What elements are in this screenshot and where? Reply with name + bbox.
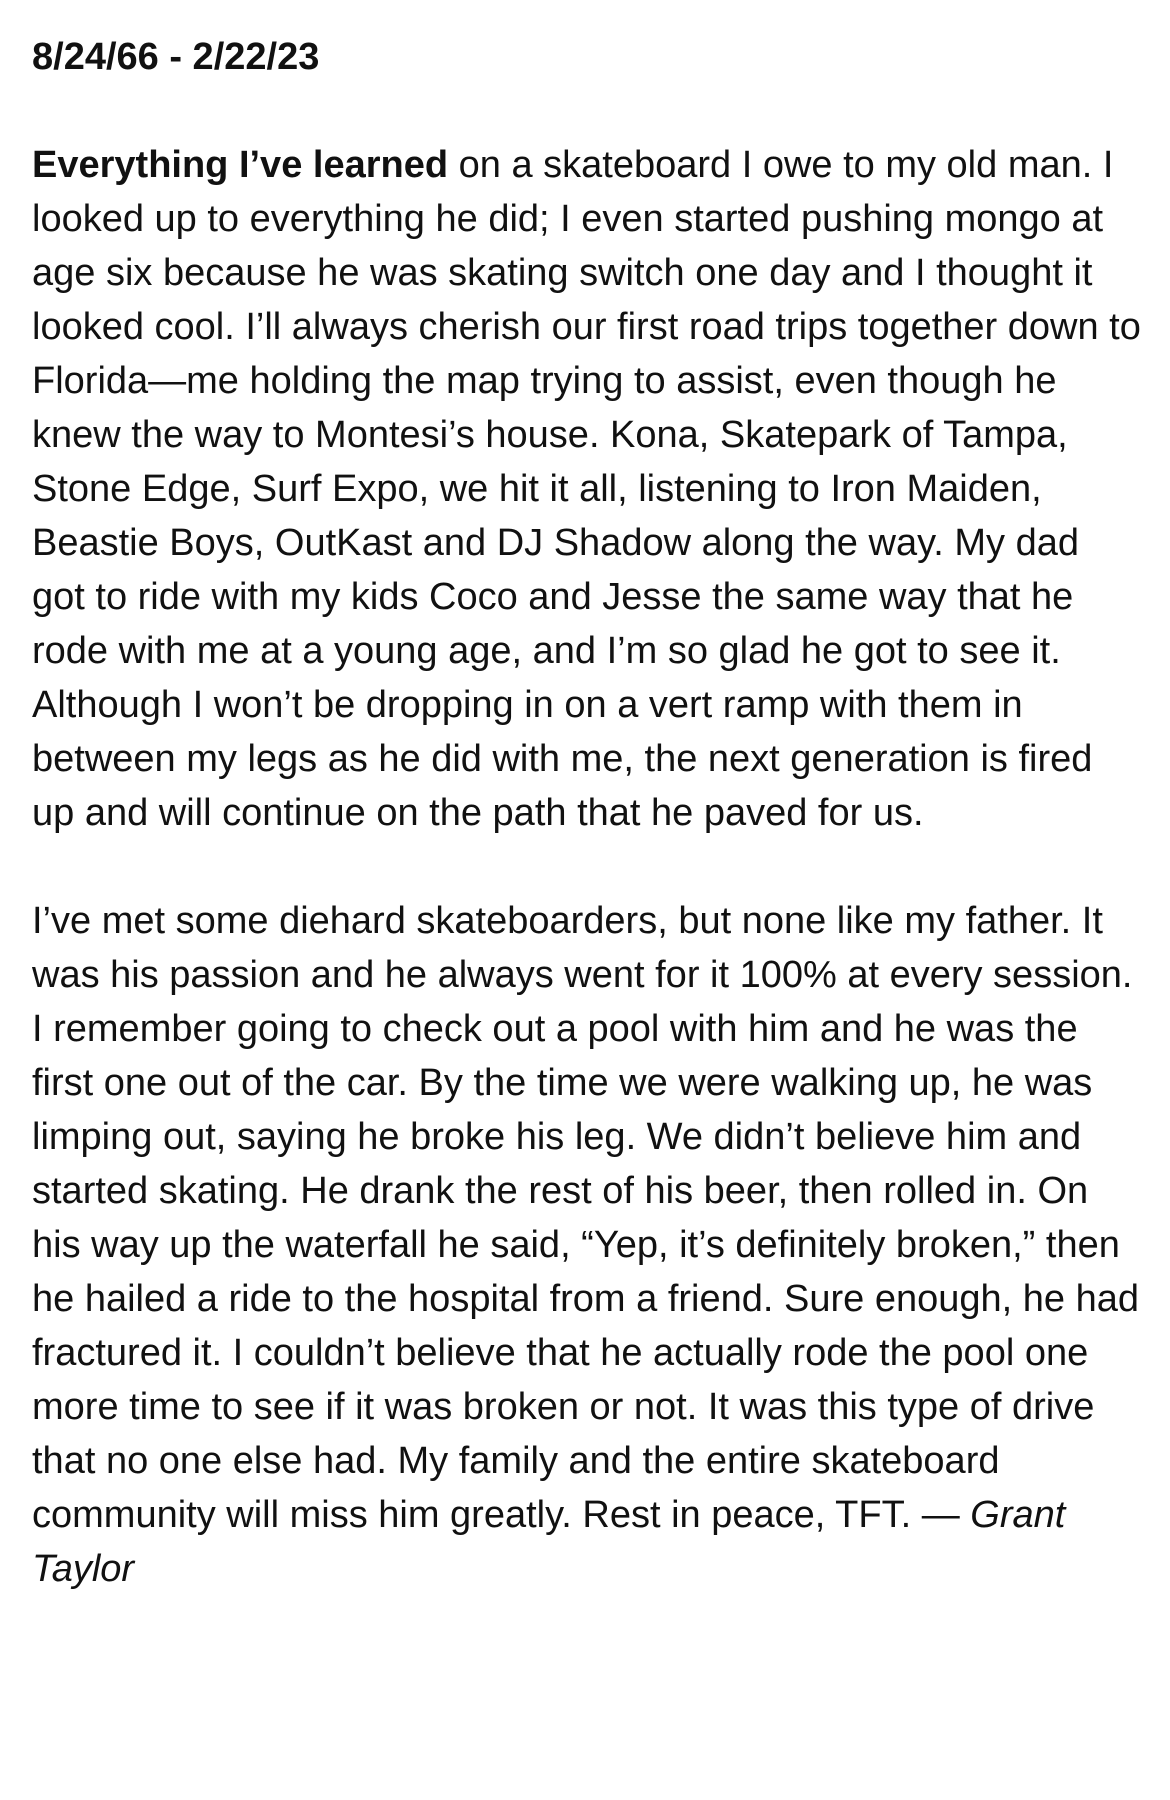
paragraph-2-body: I’ve met some diehard skateboarders, but none like my father. It was his passion and he always went for it 100% at every session. I remember going to check out a pool with him and he was the first one out of the car. By the time we were walking up, he was limping out, saying he broke his leg. We didn’t believe him and started skating. He drank the rest of his beer, then rolled in. On his way up the waterfall he said, “Yep, it’s definitely broken,” then he hailed a ride to the hospital from a friend. Sure enough, he had fractured it. I couldn’t believe that he actually rode the pool one more time to see if it was broken or not. It was this type of drive that no one else had. My family and the entire skateboard community will miss him greatly. Rest in peace, TFT. — — [32, 900, 1139, 1536]
date-range-heading: 8/24/66 - 2/22/23 — [32, 36, 320, 78]
paragraph-1 — [32, 138, 1142, 840]
paragraph-1-body: on a skateboard I owe to my old man. I looked up to everything he did; I even started pushing mongo at age six because he was skating switch one day and I thought it looked cool. I’ll always cherish our first road trips together down to Florida—me holding the map trying to assist, even though he knew the way to Montesi’s house. Kona, Skatepark of Tampa, Stone Edge, Surf Expo, we hit it all, listening to Iron Maiden, Beastie Boys, OutKast and DJ Shadow along the way. My dad got to ride with my kids Coco and Jesse the same way that he rode with me at a young age, and I’m so glad he got to see it. Although I won’t be dropping in on a vert ramp with them in between my legs as he did with me, the next generation is fired up and will continue on the path that he paved for us. — [32, 144, 1141, 834]
article — [32, 30, 1142, 1596]
author-attribution: Grant Taylor — [32, 1494, 1066, 1590]
paragraph-2 — [32, 894, 1142, 1596]
lead-in-text: Everything I’ve learned — [32, 144, 449, 186]
